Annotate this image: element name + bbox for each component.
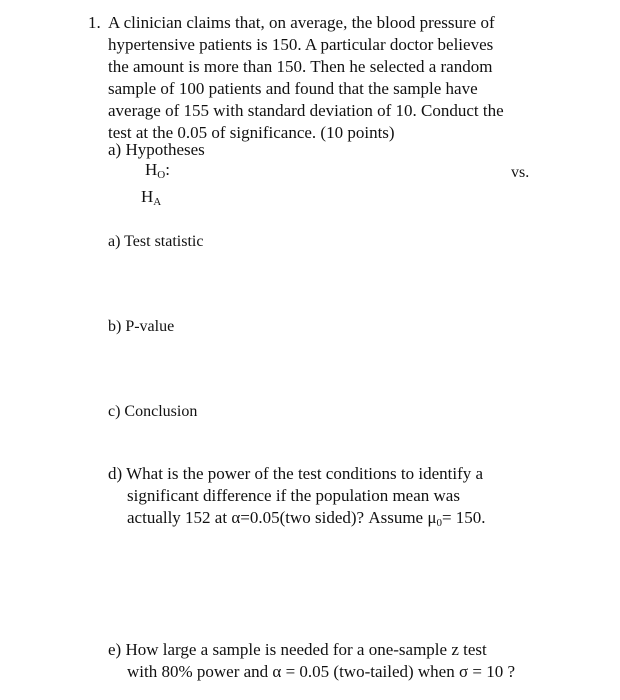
alternative-hypothesis-label xyxy=(141,186,161,213)
question-number: 1. xyxy=(88,13,101,32)
sample-size-question xyxy=(108,639,578,683)
ha-subscript: A xyxy=(153,196,162,208)
question-line: sample of 100 patients and found that the sample have xyxy=(108,79,478,98)
power-question-text: actually 152 at α=0.05(two sided)? Assume μ xyxy=(127,508,437,527)
power-question-line: significant difference if the population mean was xyxy=(127,486,460,505)
conclusion-label: c) Conclusion xyxy=(108,403,198,420)
h0-subscript: O xyxy=(157,169,166,181)
p-value-label: b) P-value xyxy=(108,318,175,335)
test-statistic-label: a) Test statistic xyxy=(108,233,204,250)
power-question xyxy=(108,463,568,534)
ha-letter: H xyxy=(141,187,154,206)
power-question-line: d) What is the power of the test conditions to identify a xyxy=(108,464,484,483)
question-line: hypertensive patients is 150. A particular doctor believes xyxy=(108,35,494,54)
versus-label: vs. xyxy=(511,164,530,181)
question-text xyxy=(108,12,558,144)
question-line: A clinician claims that, on average, the blood pressure of xyxy=(108,13,495,32)
question-line: test at the 0.05 of significance. (10 points) xyxy=(108,123,395,142)
sample-size-line: with 80% power and α = 0.05 (two-tailed) when σ = 10 ? xyxy=(127,662,516,681)
sample-size-line: e) How large a sample is needed for a one-sample z test xyxy=(108,640,487,659)
null-hypothesis-label xyxy=(145,159,170,186)
h0-letter: H xyxy=(145,160,158,179)
question-line: average of 155 with standard deviation of 10. Conduct the xyxy=(108,101,504,120)
h0-colon: : xyxy=(165,160,170,179)
power-question-line xyxy=(108,507,568,534)
hypotheses-heading: a) Hypotheses xyxy=(108,140,205,159)
question-line: the amount is more than 150. Then he selected a random xyxy=(108,57,493,76)
power-question-end: = 150. xyxy=(441,508,486,527)
mu-subscript: 0 xyxy=(436,517,442,529)
